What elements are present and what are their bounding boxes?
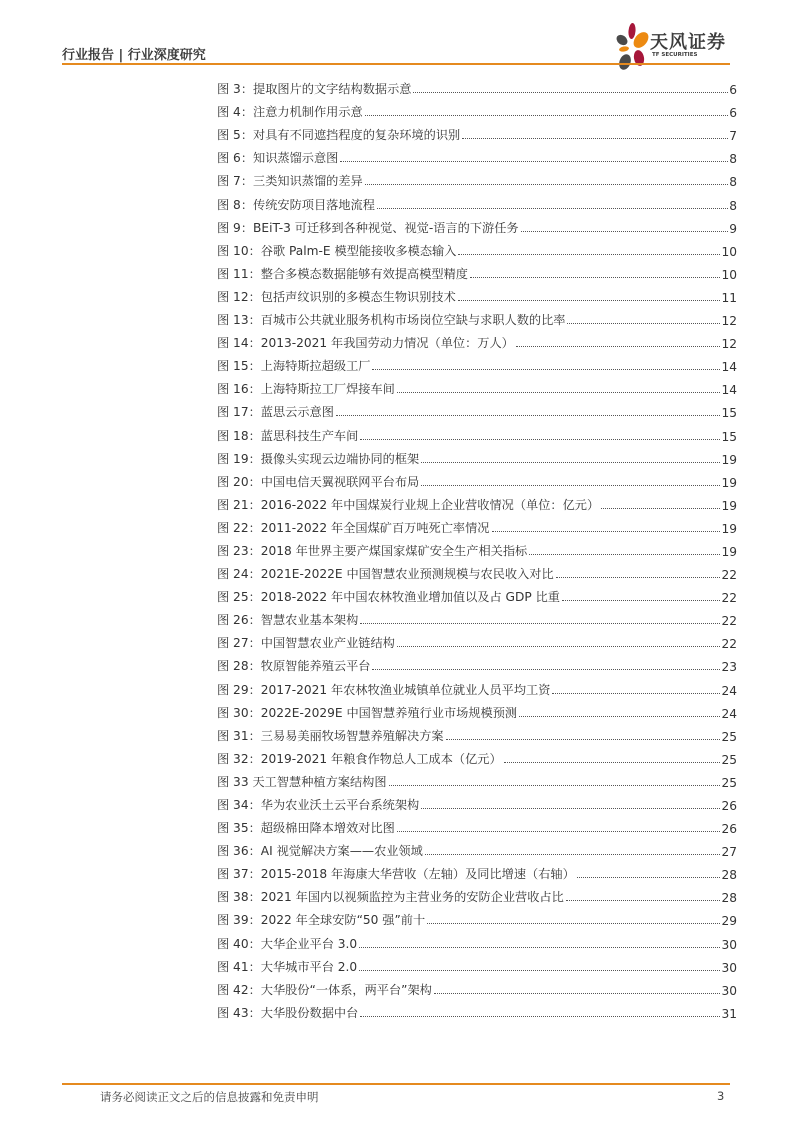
dot-leader <box>397 645 721 647</box>
toc-entry-page: 28 <box>721 868 737 883</box>
dot-leader <box>360 438 720 440</box>
toc-entry-label: 图 30：2022E-2029E 中国智慧养殖行业市场规模预测 <box>217 705 518 720</box>
toc-entry-label: 图 3：提取图片的文字结构数据示意 <box>217 82 412 97</box>
toc-entry-label: 图 14：2013-2021 年我国劳动力情况（单位：万人） <box>217 336 514 351</box>
dot-leader <box>458 299 721 301</box>
toc-entry-label: 图 36：AI 视觉解决方案——农业领域 <box>217 844 423 859</box>
dot-leader <box>434 992 721 994</box>
toc-entry-label: 图 37：2015-2018 年海康大华营收（左轴）及同比增速（右轴） <box>217 867 575 882</box>
dot-leader <box>446 738 721 740</box>
dot-leader <box>562 599 720 601</box>
dot-leader <box>566 899 721 901</box>
toc-entry[interactable] <box>217 536 737 559</box>
figure-index-list <box>217 74 737 1021</box>
dot-leader <box>601 507 720 509</box>
page-number: 3 <box>717 1089 725 1103</box>
dot-leader <box>365 183 729 185</box>
toc-entry-page: 10 <box>721 244 737 259</box>
dot-leader <box>336 414 721 416</box>
toc-entry-label: 图 34：华为农业沃土云平台系统架构 <box>217 798 420 812</box>
toc-entry[interactable] <box>217 467 737 490</box>
toc-entry[interactable] <box>217 674 737 697</box>
toc-entry-page: 29 <box>721 914 737 929</box>
toc-entry-page: 8 <box>729 152 737 167</box>
report-category: 行业报告 | 行业深度研究 <box>62 48 206 63</box>
toc-entry-page: 12 <box>721 337 737 352</box>
toc-entry[interactable] <box>217 120 737 143</box>
toc-entry-page: 14 <box>721 383 737 398</box>
toc-entry[interactable] <box>217 374 737 397</box>
dot-leader <box>360 1015 720 1017</box>
toc-entry-label: 图 23：2018 年世界主要产煤国家煤矿安全生产相关指标 <box>217 543 528 558</box>
toc-entry-label: 图 32：2019-2021 年粮食作物总人工成本（亿元） <box>217 751 502 766</box>
toc-entry-label: 图 17：蓝思云示意图 <box>217 405 334 420</box>
toc-entry-page: 6 <box>729 83 737 98</box>
toc-entry-page: 23 <box>721 660 737 675</box>
toc-entry[interactable] <box>217 698 737 721</box>
toc-entry-label: 图 21：2016-2022 年中国煤炭行业规上企业营收情况（单位：亿元） <box>217 497 600 512</box>
toc-entry[interactable] <box>217 166 737 189</box>
toc-entry-page: 19 <box>721 475 737 490</box>
dot-leader <box>470 276 721 278</box>
dot-leader <box>521 230 729 232</box>
toc-entry-label: 图 24：2021E-2022E 中国智慧农业预测规模与农民收入对比 <box>217 567 554 582</box>
dot-leader <box>556 576 721 578</box>
toc-entry[interactable] <box>217 836 737 859</box>
dot-leader <box>372 368 720 370</box>
toc-entry[interactable] <box>217 490 737 513</box>
dot-leader <box>359 969 720 971</box>
toc-entry-label: 图 29：2017-2021 年农林牧渔业城镇单位就业人员平均工资 <box>217 682 551 697</box>
dot-leader <box>504 761 721 763</box>
toc-entry-label: 图 4：注意力机制作用示意 <box>217 105 363 120</box>
toc-entry-label: 图 28：牧原智能养殖云平台 <box>217 659 371 674</box>
toc-entry[interactable] <box>217 767 737 790</box>
toc-entry-page: 11 <box>721 290 737 305</box>
toc-entry-label: 图 15：上海特斯拉超级工厂 <box>217 359 371 374</box>
toc-entry-label: 图 10：谷歌 Palm-E 模型能接收多模态输入 <box>217 243 457 258</box>
toc-entry-label: 图 22：2011-2022 年全国煤矿百万吨死亡率情况 <box>217 520 490 535</box>
toc-entry[interactable] <box>217 189 737 212</box>
dot-leader <box>529 553 720 555</box>
toc-entry[interactable] <box>217 74 737 97</box>
toc-entry[interactable] <box>217 420 737 443</box>
toc-entry-label: 图 11：整合多模态数据能够有效提高模型精度 <box>217 266 468 281</box>
dot-leader <box>397 391 721 393</box>
toc-entry[interactable] <box>217 628 737 651</box>
toc-entry-label: 图 43：大华股份数据中台 <box>217 1005 359 1020</box>
toc-entry[interactable] <box>217 975 737 998</box>
toc-entry-page: 10 <box>721 267 737 282</box>
toc-entry-label: 图 6：知识蒸馏示意图 <box>217 151 339 166</box>
dot-leader <box>421 484 720 486</box>
toc-entry[interactable] <box>217 582 737 605</box>
dot-leader <box>421 807 720 809</box>
toc-entry-label: 图 7：三类知识蒸馏的差异 <box>217 174 363 189</box>
toc-entry-page: 6 <box>729 106 737 121</box>
toc-entry[interactable] <box>217 790 737 813</box>
toc-entry-label: 图 19：摄像头实现云边端协同的框架 <box>217 451 420 466</box>
dot-leader <box>516 345 721 347</box>
toc-entry-label: 图 26：智慧农业基本架构 <box>217 613 359 628</box>
toc-entry[interactable] <box>217 859 737 882</box>
toc-entry-page: 22 <box>721 614 737 629</box>
dot-leader <box>567 322 720 324</box>
toc-entry[interactable] <box>217 305 737 328</box>
toc-entry-label: 图 42：大华股份“一体系，两平台”架构 <box>217 982 432 997</box>
toc-entry-label: 图 8：传统安防项目落地流程 <box>217 197 375 212</box>
header-divider <box>62 63 730 65</box>
dot-leader <box>458 253 720 255</box>
disclaimer-text: 请务必阅读正文之后的信息披露和免责申明 <box>100 1090 319 1104</box>
toc-entry[interactable] <box>217 721 737 744</box>
toc-entry-page: 26 <box>721 822 737 837</box>
toc-entry-page: 22 <box>721 591 737 606</box>
toc-entry[interactable] <box>217 513 737 536</box>
toc-entry[interactable] <box>217 97 737 120</box>
toc-entry-label: 图 40：大华企业平台 3.0 <box>217 936 358 951</box>
toc-entry[interactable] <box>217 559 737 582</box>
dot-leader <box>340 160 728 162</box>
toc-entry-label: 图 25：2018-2022 年中国农林牧渔业增加值以及占 GDP 比重 <box>217 590 560 605</box>
toc-entry-page: 14 <box>721 360 737 375</box>
toc-entry-page: 19 <box>721 498 737 513</box>
toc-entry-label: 图 18：蓝思科技生产车间 <box>217 428 359 443</box>
toc-entry-page: 24 <box>721 706 737 721</box>
toc-entry-page: 8 <box>729 198 737 213</box>
toc-entry-label: 图 20：中国电信天翼视联网平台布局 <box>217 474 420 489</box>
toc-entry[interactable] <box>217 282 737 305</box>
dot-leader <box>519 715 720 717</box>
toc-entry[interactable] <box>217 952 737 975</box>
toc-entry[interactable] <box>217 397 737 420</box>
toc-entry-page: 15 <box>721 406 737 421</box>
toc-entry-page: 22 <box>721 568 737 583</box>
toc-entry-page: 9 <box>729 221 737 236</box>
toc-entry[interactable] <box>217 605 737 628</box>
toc-entry-page: 28 <box>721 891 737 906</box>
toc-entry[interactable] <box>217 236 737 259</box>
toc-entry-label: 图 9：BEiT-3 可迁移到各种视觉、视觉-语言的下游任务 <box>217 220 519 235</box>
toc-entry[interactable] <box>217 905 737 928</box>
dot-leader <box>389 784 721 786</box>
dot-leader <box>413 91 728 93</box>
toc-entry[interactable] <box>217 143 737 166</box>
toc-entry-label: 图 27：中国智慧农业产业链结构 <box>217 636 395 651</box>
toc-entry[interactable] <box>217 744 737 767</box>
toc-entry-page: 15 <box>721 429 737 444</box>
dot-leader <box>372 668 720 670</box>
dot-leader <box>421 461 720 463</box>
toc-entry[interactable] <box>217 928 737 951</box>
toc-entry-label: 图 39：2022 年全球安防“50 强”前十 <box>217 913 426 928</box>
toc-entry-page: 25 <box>721 752 737 767</box>
toc-entry[interactable] <box>217 259 737 282</box>
toc-entry[interactable] <box>217 651 737 674</box>
toc-entry[interactable] <box>217 351 737 374</box>
dot-leader <box>377 207 728 209</box>
toc-entry-page: 30 <box>721 960 737 975</box>
toc-entry-page: 19 <box>721 452 737 467</box>
toc-entry-page: 30 <box>721 937 737 952</box>
toc-entry[interactable] <box>217 213 737 236</box>
toc-entry-label: 图 16：上海特斯拉工厂焊接车间 <box>217 382 395 397</box>
toc-entry-label: 图 38：2021 年国内以视频监控为主营业务的安防企业营收占比 <box>217 890 564 905</box>
toc-entry[interactable] <box>217 998 737 1021</box>
toc-entry-page: 30 <box>721 983 737 998</box>
toc-entry-page: 25 <box>721 775 737 790</box>
toc-entry-page: 25 <box>721 729 737 744</box>
dot-leader <box>492 530 721 532</box>
toc-entry-label: 图 33 天工智慧种植方案结构图 <box>217 774 387 789</box>
toc-entry-page: 24 <box>721 683 737 698</box>
toc-entry-label: 图 35：超级棉田降本增效对比图 <box>217 821 395 836</box>
toc-entry-page: 7 <box>729 129 737 144</box>
toc-entry-label: 图 13：百城市公共就业服务机构市场岗位空缺与求职人数的比率 <box>217 313 566 328</box>
toc-entry[interactable] <box>217 328 737 351</box>
toc-entry[interactable] <box>217 882 737 905</box>
dot-leader <box>427 922 720 924</box>
dot-leader <box>365 114 729 116</box>
toc-entry-label: 图 12：包括声纹识别的多模态生物识别技术 <box>217 289 456 304</box>
toc-entry-page: 31 <box>721 1006 737 1021</box>
footer-divider <box>62 1083 730 1085</box>
dot-leader <box>360 622 720 624</box>
dot-leader <box>359 946 720 948</box>
toc-entry-page: 26 <box>721 799 737 813</box>
toc-entry-page: 8 <box>729 175 737 190</box>
toc-entry-page: 19 <box>721 544 737 559</box>
toc-entry-page: 12 <box>721 314 737 329</box>
toc-entry[interactable] <box>217 813 737 836</box>
dot-leader <box>397 830 721 832</box>
toc-entry-page: 22 <box>721 637 737 652</box>
toc-entry-page: 19 <box>721 521 737 536</box>
toc-entry-label: 图 41：大华城市平台 2.0 <box>217 959 358 974</box>
toc-entry-page: 27 <box>721 845 737 860</box>
logo-name-cn: 天风证券 <box>650 32 726 53</box>
toc-entry-label: 图 5：对具有不同遮挡程度的复杂环境的识别 <box>217 128 461 143</box>
dot-leader <box>462 137 728 139</box>
dot-leader <box>552 692 720 694</box>
dot-leader <box>425 853 721 855</box>
toc-entry-label: 图 31：三易易美丽牧场智慧养殖解决方案 <box>217 728 444 743</box>
logo-name-en: TF SECURITIES <box>652 52 698 58</box>
dot-leader <box>577 876 721 878</box>
toc-entry[interactable] <box>217 444 737 467</box>
